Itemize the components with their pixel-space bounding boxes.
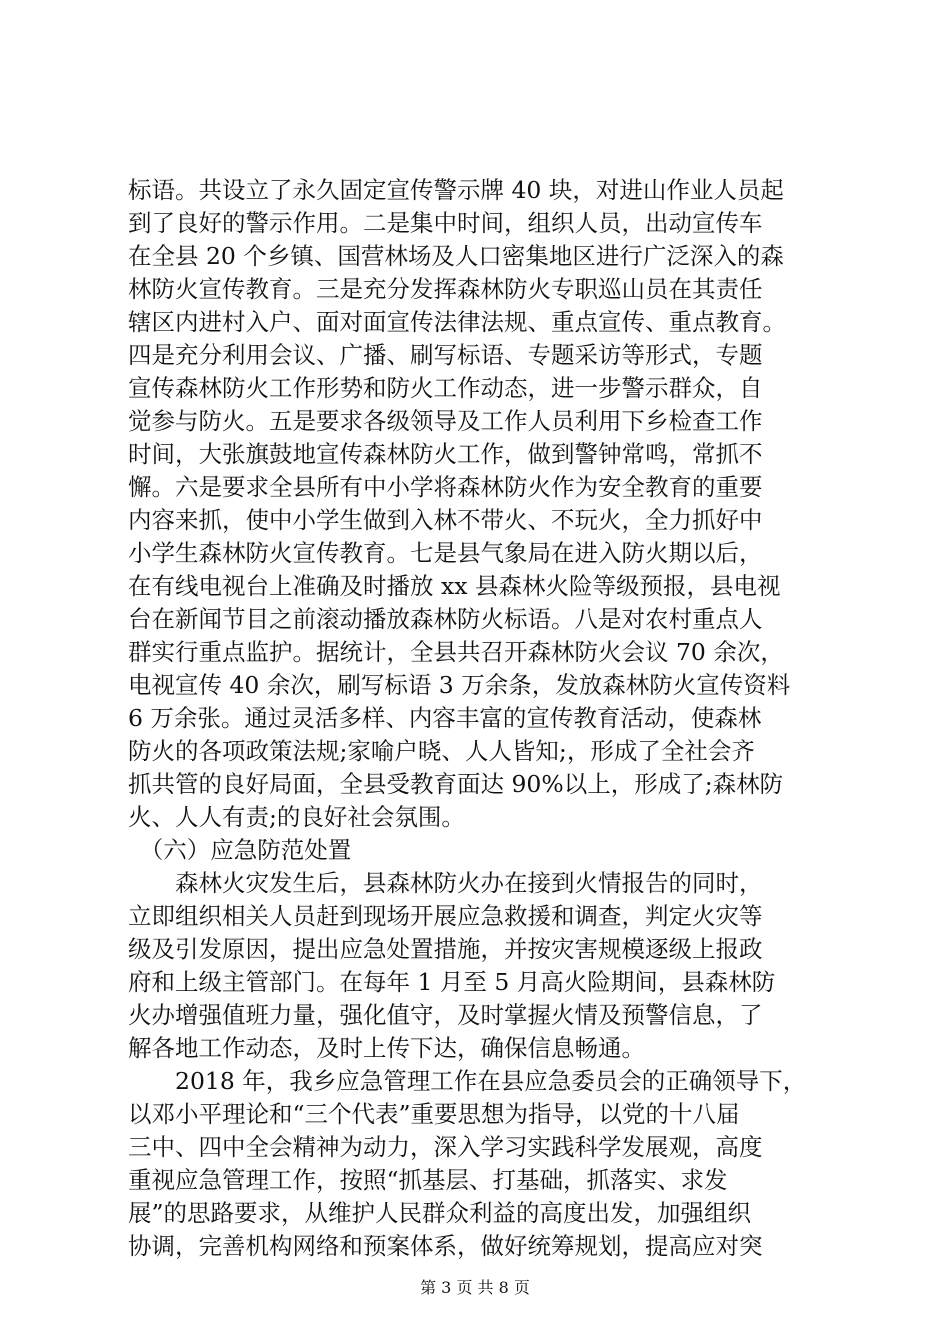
text-line: 觉参与防火。五是要求各级领导及工作人员利用下乡检查工作 [128, 407, 763, 435]
text-line: 宣传森林防火工作形势和防火工作动态，进一步警示群众，自 [128, 374, 763, 402]
page-footer: 第 3 页 共 8 页 [420, 1278, 530, 1297]
text-line: 6 万余张。通过灵活多样、内容丰富的宣传教育活动，使森林 [128, 704, 762, 732]
text-line: 抓共管的良好局面，全县受教育面达 90%以上，形成了;森林防 [128, 770, 784, 798]
text-line: 解各地工作动态，及时上传下达，确保信息畅通。 [128, 1034, 645, 1062]
text-line: （六）应急防范处置 [128, 836, 352, 864]
text-line: 在全县 20 个乡镇、国营林场及人口密集地区进行广泛深入的森 [128, 242, 784, 270]
text-line: 辖区内进村入户、面对面宣传法律法规、重点宣传、重点教育。 [128, 308, 786, 336]
text-line: 懈。六是要求全县所有中小学将森林防火作为安全教育的重要 [128, 473, 763, 501]
text-line: 立即组织相关人员赶到现场开展应急救援和调查，判定火灾等 [128, 902, 763, 930]
text-line: 林防火宣传教育。三是充分发挥森林防火专职巡山员在其责任 [128, 275, 763, 303]
text-line: 以邓小平理论和“三个代表”重要思想为指导，以党的十八届 [128, 1100, 740, 1128]
text-line: 内容来抓，使中小学生做到入林不带火、不玩火，全力抓好中 [128, 506, 763, 534]
text-line: 级及引发原因，提出应急处置措施，并按灾害规模逐级上报政 [128, 935, 763, 963]
text-line: 火办增强值班力量，强化值守，及时掌握火情及预警信息，了 [128, 1001, 763, 1029]
text-line: 电视宣传 40 余次，刷写标语 3 万余条，发放森林防火宣传资料 [128, 671, 791, 699]
body-text [128, 174, 833, 1263]
text-line: 小学生森林防火宣传教育。七是县气象局在进入防火期以后， [128, 539, 763, 567]
text-line: 重视应急管理工作，按照“抓基层、打基础，抓落实、求发 [128, 1166, 728, 1194]
text-line: 三中、四中全会精神为动力，深入学习实践科学发展观，高度 [128, 1133, 763, 1161]
text-line: 2018 年，我乡应急管理工作在县应急委员会的正确领导下， [128, 1067, 807, 1095]
text-line: 协调，完善机构网络和预案体系，做好统筹规划，提高应对突 [128, 1232, 763, 1260]
text-line: 府和上级主管部门。在每年 1 月至 5 月高火险期间，县森林防 [128, 968, 776, 996]
text-line: 到了良好的警示作用。二是集中时间，组织人员，出动宣传车 [128, 209, 763, 237]
text-line: 标语。共设立了永久固定宣传警示牌 40 块，对进山作业人员起 [128, 176, 784, 204]
text-line: 台在新闻节目之前滚动播放森林防火标语。八是对农村重点人 [128, 605, 763, 633]
text-line: 在有线电视台上准确及时播放 xx 县森林火险等级预报，县电视 [128, 572, 781, 600]
text-line: 火、人人有责;的良好社会氛围。 [128, 803, 465, 831]
text-line: 群实行重点监护。据统计，全县共召开森林防火会议 70 余次， [128, 638, 784, 666]
text-line: 展”的思路要求，从维护人民群众利益的高度出发，加强组织 [128, 1199, 752, 1227]
text-line: 四是充分利用会议、广播、刷写标语、专题采访等形式，专题 [128, 341, 763, 369]
text-line: 森林火灾发生后，县森林防火办在接到火情报告的同时， [128, 869, 763, 897]
text-line: 防火的各项政策法规;家喻户晓、人人皆知;，形成了全社会齐 [128, 737, 755, 765]
text-line: 时间，大张旗鼓地宣传森林防火工作，做到警钟常鸣，常抓不 [128, 440, 763, 468]
